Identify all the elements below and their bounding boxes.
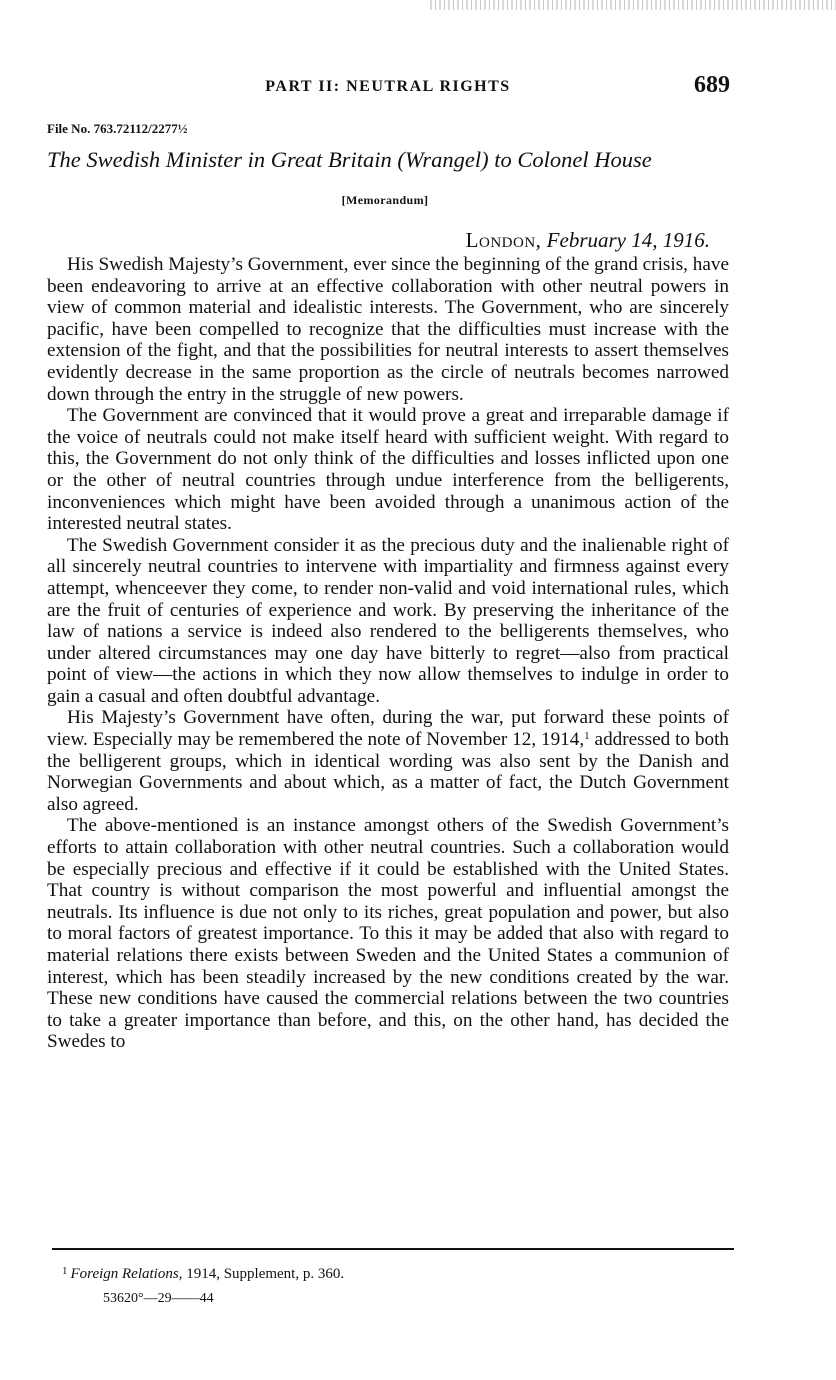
dateline-date: February 14, 1916. [546, 228, 710, 252]
dateline [466, 228, 710, 253]
document-title [47, 147, 737, 173]
dateline-place: London, [465, 228, 542, 252]
title-sender-name: Wrangel [404, 147, 482, 172]
paragraph-4 [47, 707, 729, 815]
paragraph-1: His Swedish Majesty’s Government, ever since the beginning of the grand crisis, have been endeavoring to arrive at an effective collaboration with other neutral powers in view of common material and idealistic interests. The Government, who are sincerely pacific, have been compelled to recognize that the difficulties must increase with the extension of the fight, and that the possibilities for neutral interests to assert themselves evidently decrease in the same proportion as the circle of neutrals becomes narrowed down through the entry in the struggle of new powers. [47, 254, 729, 405]
running-title: PART II: NEUTRAL RIGHTS [265, 78, 511, 95]
title-part-2: ) to Colonel House [481, 147, 652, 172]
footnote-number: 1 [62, 1265, 68, 1277]
title-part-1: The Swedish Minister in Great Britain ( [47, 147, 405, 172]
paragraph-4-end: addressed to both the belligerent groups, which in identical wording was also sent by the Danish and Norwegian Governments and about which, as a matter of fact, the Dutch Government also agreed. [47, 729, 729, 815]
scan-edge-artifact [430, 0, 836, 10]
footnote-source-title: Foreign Relations, [70, 1266, 183, 1282]
paragraph-4-start: His Majesty’s Government have often, during the war, put forward these points of view. Especially may be remembered the note of November 12, 1914, [47, 707, 729, 751]
printing-code: 53620°—29——44 [103, 1291, 214, 1306]
running-header [46, 74, 730, 104]
file-number: File No. 763.72112/2277½ [47, 121, 188, 136]
footnote-source-detail: 1914, Supplement, p. 360. [182, 1266, 345, 1282]
paragraph-2: The Government are convinced that it would prove a great and irreparable damage if the voice of neutrals could not make itself heard with sufficient weight. With regard to this, the Government do not only think of the difficulties and losses inflicted upon one or the other of neutral countries through undue interference from the belligerents, inconveniences which might have been avoided through a unanimous action of the interested neutral states. [47, 405, 729, 535]
paragraph-5: The above-mentioned is an instance amongst others of the Swedish Government’s efforts to attain collaboration with other neutral countries. Such a collaboration would be especially precious and effective if it could be established with the United States. That country is without comparison the most powerful and influential amongst the neutrals. Its influence is due not only to its riches, great population and power, but also to moral factors of greatest importance. To this it may be added that also with regard to material relations there exists between Sweden and the United States a communion of interest, which has been steadily increased by the new conditions created by the war. These new conditions have caused the commercial relations between the two countries to take a greater importance than before, and this, on the other hand, has decided the Swedes to [47, 815, 729, 1053]
paragraph-3: The Swedish Government consider it as the precious duty and the inalienable right of all sincerely neutral countries to intervene with impartiality and firmness against every attempt, whenceever they come, to render non-valid and void international rules, which are the fruit of centuries of experience and work. By preserving the inheritance of the law of nations a service is indeed also rendered to the belligerents themselves, who under altered circumstances may one day have bitterly to regret—also from practical point of view—the actions in which they now allow themselves to indulge in order to gain a casual and often doubtful advantage. [47, 534, 729, 707]
footnote-reference: 1 [584, 730, 590, 743]
memorandum-label: [Memorandum] [341, 193, 429, 207]
memorandum-body [47, 254, 729, 1053]
footnote-divider [52, 1248, 734, 1250]
page-number: 689 [694, 72, 730, 98]
footnote [62, 1265, 344, 1283]
